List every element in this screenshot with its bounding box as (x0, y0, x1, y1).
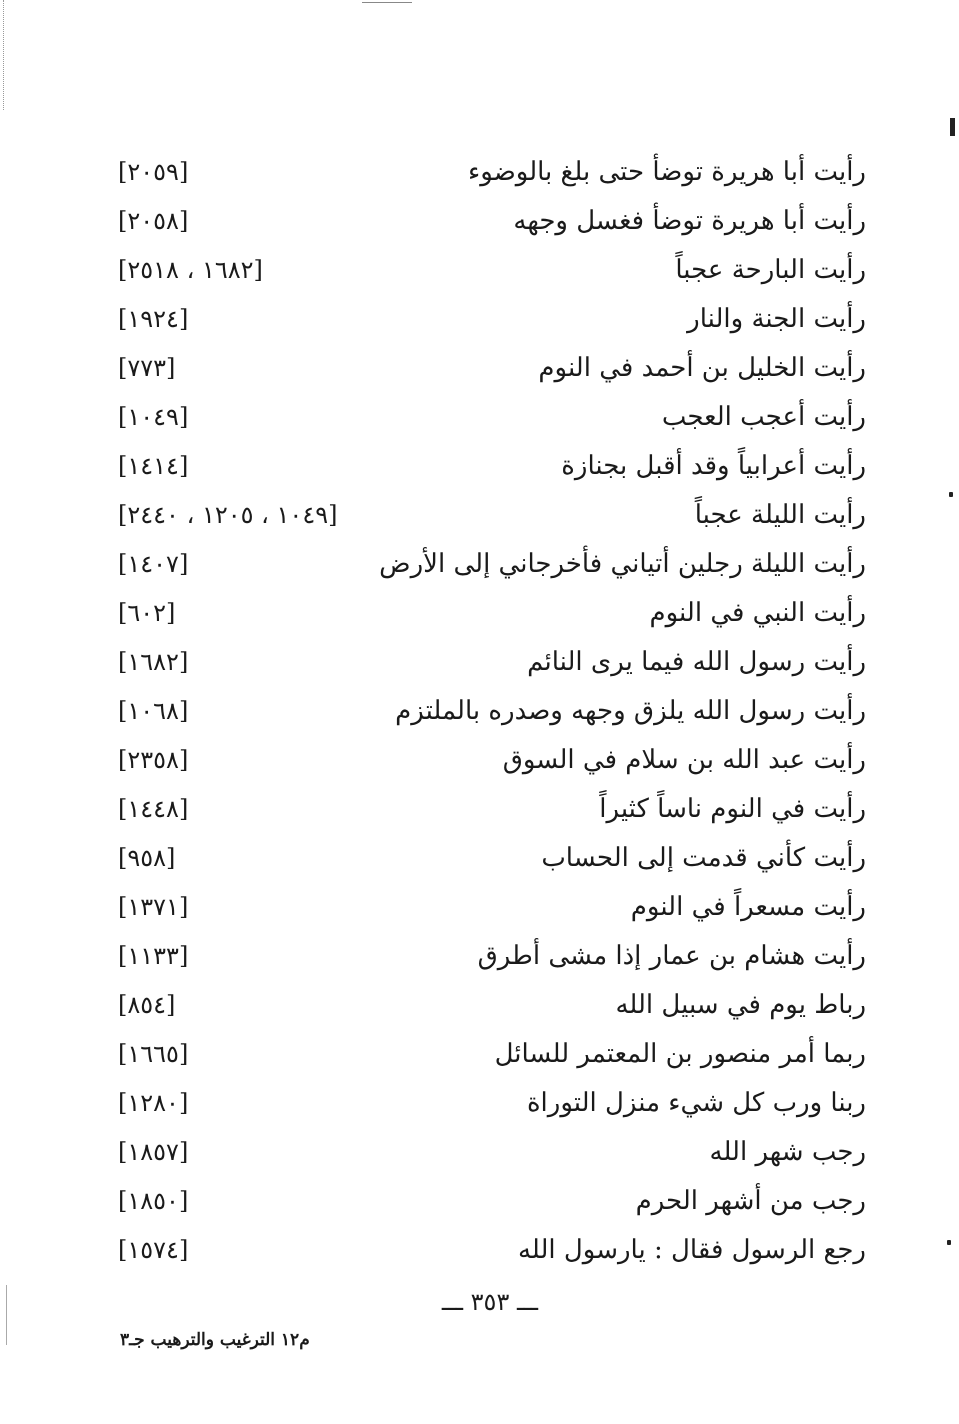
entry-reference-numbers: [٨٥٤] (118, 991, 176, 1019)
entry-reference-numbers: [١٦٦٥] (118, 1040, 189, 1068)
page-number: ـــ ٣٥٣ ـــ (441, 1288, 539, 1316)
entry-reference-numbers: [١٤١٤] (118, 452, 189, 480)
index-entry (118, 295, 866, 344)
entry-text: رأيت في النوم ناساً كثيراً (599, 794, 866, 824)
index-entry (118, 393, 866, 442)
entry-text: رأيت البارحة عجباً (675, 255, 866, 285)
entry-reference-numbers: [١١٣٣] (118, 942, 189, 970)
entry-text: رأيت كأني قدمت إلى الحساب (541, 843, 866, 873)
entry-reference-numbers: [١٨٥٠] (118, 1187, 189, 1215)
index-entry (118, 834, 866, 883)
scan-edge-left (3, 0, 4, 110)
index-entry (118, 736, 866, 785)
entry-reference-numbers: [١٥٧٤] (118, 1236, 189, 1264)
entry-reference-numbers: [٢٠٥٩] (118, 158, 189, 186)
index-list (118, 148, 866, 1275)
entry-reference-numbers: [٢٠٥٨] (118, 207, 189, 235)
entry-text: رجع الرسول فقال : يارسول الله (517, 1235, 866, 1265)
entry-reference-numbers: [٦٠٢] (118, 599, 176, 627)
index-entry (118, 687, 866, 736)
scan-dot (947, 1240, 951, 1245)
index-entry (118, 442, 866, 491)
index-entry (118, 932, 866, 981)
index-entry (118, 883, 866, 932)
entry-reference-numbers: [٢٣٥٨] (118, 746, 189, 774)
index-entry (118, 148, 866, 197)
signature-mark: م١٢ الترغيب والترهيب جـ٣ (120, 1330, 310, 1350)
index-entry (118, 785, 866, 834)
entry-reference-numbers: [١٣٧١] (118, 893, 189, 921)
index-entry (118, 1177, 866, 1226)
index-entry (118, 1128, 866, 1177)
entry-text: رأيت أعجب العجب (661, 402, 866, 432)
entry-text: رأيت هشام بن عمار إذا مشى أطرق (477, 941, 866, 971)
entry-text: رأيت مسعراً في النوم (630, 892, 866, 922)
entry-reference-numbers: [١٠٤٩] (118, 403, 189, 431)
index-entry (118, 638, 866, 687)
entry-reference-numbers: [١٠٦٨] (118, 697, 189, 725)
entry-text: رأيت رسول الله يلزق وجهه وصدره بالملتزم (395, 696, 866, 726)
entry-text: رأيت أبا هريرة توضأ فغسل وجهه (513, 206, 866, 236)
index-entry (118, 1030, 866, 1079)
entry-reference-numbers: [٧٧٣] (118, 354, 176, 382)
entry-text: ربما أمر منصور بن المعتمر للسائل (494, 1039, 866, 1069)
scan-dot (949, 492, 953, 497)
entry-text: رجب شهر الله (709, 1137, 866, 1167)
entry-reference-numbers: [١٤٤٨] (118, 795, 189, 823)
entry-reference-numbers: [١٦٨٢] (118, 648, 189, 676)
entry-reference-numbers: [١٩٢٤] (118, 305, 189, 333)
entry-text: رأيت عبد الله بن سلام في السوق (502, 745, 866, 775)
entry-text: ربنا ورب كل شيء منزل التوراة (526, 1088, 866, 1118)
entry-text: رباط يوم في سبيل الله (615, 990, 866, 1020)
entry-reference-numbers: [١٦٨٢ ، ٢٥١٨] (118, 256, 263, 284)
entry-reference-numbers: [١٠٤٩ ، ١٢٠٥ ، ٢٤٤٠] (118, 501, 338, 529)
index-entry (118, 1079, 866, 1128)
index-entry (118, 197, 866, 246)
scan-mark-right (950, 118, 955, 136)
entry-reference-numbers: [٩٥٨] (118, 844, 176, 872)
entry-text: رأيت أعرابياً وقد أقبل بجنازة (561, 451, 866, 481)
index-entry (118, 589, 866, 638)
entry-text: رأيت أبا هريرة توضأ حتى بلغ بالوضوء (468, 157, 866, 187)
entry-text: رجب من أشهر الحرم (635, 1186, 866, 1216)
entry-text: رأيت الليلة عجباً (694, 500, 866, 530)
index-entry (118, 246, 866, 295)
entry-text: رأيت الجنة والنار (687, 304, 866, 334)
scan-edge-left-lower (6, 1285, 7, 1345)
index-entry (118, 1226, 866, 1275)
entry-reference-numbers: [١٨٥٧] (118, 1138, 189, 1166)
entry-reference-numbers: [١٤٠٧] (118, 550, 189, 578)
index-entry (118, 540, 866, 589)
entry-reference-numbers: [١٢٨٠] (118, 1089, 189, 1117)
entry-text: رأيت الخليل بن أحمد في النوم (538, 353, 866, 383)
entry-text: رأيت الليلة رجلين أتياني فأخرجاني إلى الأرض (379, 549, 866, 579)
entry-text: رأيت النبي في النوم (649, 598, 866, 628)
top-rule (362, 2, 412, 3)
entry-text: رأيت رسول الله فيما يرى النائم (527, 647, 866, 677)
index-entry (118, 981, 866, 1030)
index-entry (118, 491, 866, 540)
index-entry (118, 344, 866, 393)
